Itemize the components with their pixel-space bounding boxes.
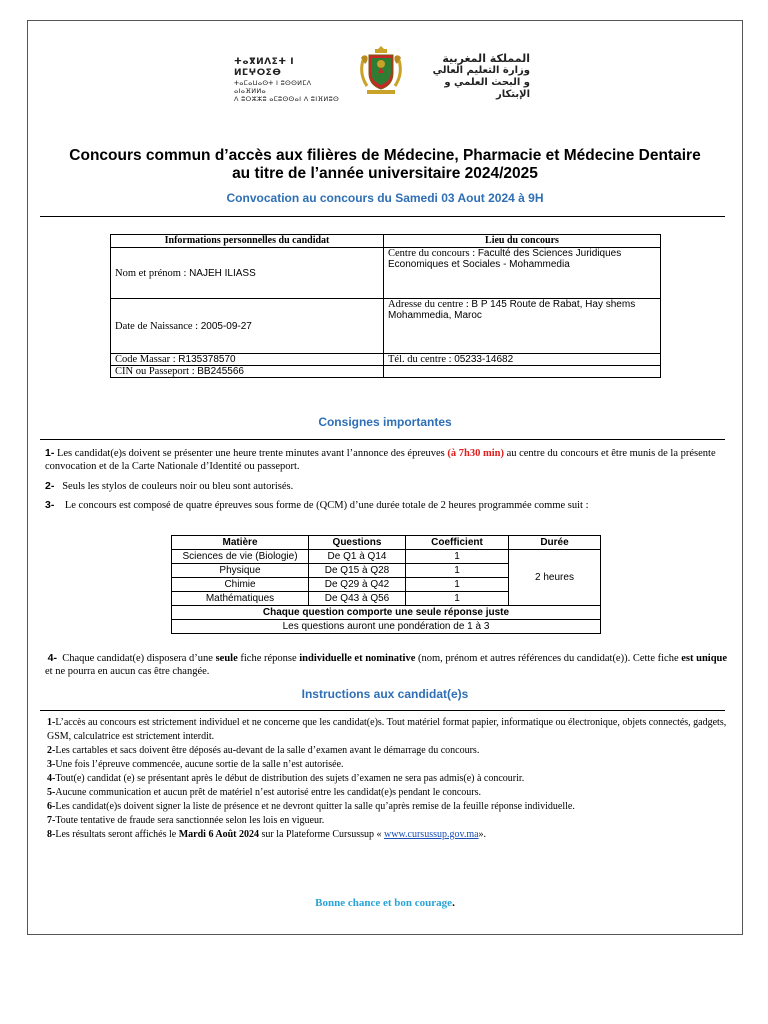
consigne-number: 1- [45,447,55,459]
tifinagh-line-1: ⵜⴰⴳⵍⴷⵉⵜ ⵏ ⵍⵎⵖⵔⵉⴱ [234,57,295,78]
instruction-number: 2- [47,745,56,756]
time-highlight: (à 7h30 min) [447,448,504,459]
cin-label: CIN ou Passeport : [115,366,198,377]
questions-cell: De Q1 à Q14 [309,550,406,564]
instruction-number: 7- [47,815,56,826]
list-item [47,772,732,786]
title-line-2: au titre de l’année universitaire 2024/2025 [232,165,538,182]
subject-cell: Sciences de vie (Biologie) [172,550,309,564]
arabic-header [418,52,530,101]
instruction-text: Les candidat(e)s doivent signer la liste de présence et ne devront quitter la salle qu’après remise de la feuille réponse individuelle. [55,801,575,812]
massar-cell [111,354,384,366]
instruction-text: Toute tentative de fraude sera sanctionnée selon les lois en vigueur. [55,815,325,826]
document-title [40,147,730,183]
center-label: Centre du concours : [388,248,478,259]
consigne-item-1 [45,447,730,473]
list-item [47,814,732,828]
coefficient-cell: 1 [406,564,509,578]
tifinagh-line-2: ⵜⴰⵎⴰⵡⴰⵙⵜ ⵏ ⵓⵙⵙⵍⵎⴷ ⴰⵏⴰⴼⵍⵍⴰ [234,79,312,95]
birth-value: 2005-09-27 [200,320,252,332]
center-cell [384,248,661,299]
consigne-text: Les candidat(e)s doivent se présenter une heure trente minutes avant l’annonce des épreuves [56,448,448,459]
arabic-line-2: وزارة التعليم العالي [432,65,530,76]
tel-label: Tél. du centre : [388,354,455,365]
consigne-text: (nom, prénom et autres références du candidat(e)). Cette fiche [415,653,682,664]
col-header-candidate: Informations personnelles du candidat [111,235,384,248]
massar-value: R135378570 [178,354,236,365]
list-item [47,716,732,744]
consigne-text: et ne pourra en aucun cas être changée. [45,666,210,677]
table-row [172,550,601,564]
address-value: B P 145 Route de Rabat, Hay shems Mohammedia, Maroc [388,299,636,321]
questions-cell: De Q29 à Q42 [309,578,406,592]
address-cell [384,299,661,354]
instruction-text: L’accès au concours est strictement individuel et ne concerne que les candidat(e)s. Tout matériel format papier, informatique ou électronique, objets connectés, gadgets, GSM, calculatrice est strictement interdit. [47,717,727,742]
massar-label: Code Massar : [115,354,179,365]
subject-cell: Chimie [172,578,309,592]
schedule-header: Durée [509,536,601,550]
divider [40,710,725,711]
instruction-number: 3- [47,759,56,770]
closing-message: Bonne chance et bon courage. [315,897,455,909]
instruction-number: 6- [47,801,56,812]
list-item [47,800,732,814]
convocation-subtitle: Convocation au concours du Samedi 03 Aout 2024 à 9H [226,191,544,205]
instruction-text: Les cartables et sacs doivent être déposés au-devant de la salle d’examen avant le démarrage du concours. [55,745,480,756]
instruction-number: 4- [47,773,56,784]
consigne-text: au centre du concours et être munis de la présente convocation et de la Carte Nationale d’Identité ou passeport. [45,448,716,472]
cin-cell [111,366,384,378]
instruction-number: 5- [47,787,56,798]
cin-value: BB245566 [197,366,244,377]
subject-cell: Mathématiques [172,592,309,606]
tifinagh-header [234,57,344,103]
consigne-text: Chaque candidat(e) disposera d’une [62,653,216,664]
center-value: Faculté des Sciences Juridiques Economiques et Sociales - Mohammedia [388,248,622,270]
arabic-line-1: المملكة المغربية [442,52,530,65]
consigne-item-3 [45,499,730,512]
instruction-text: Une fois l’épreuve commencée, aucune sortie de la salle n’est autorisée. [55,759,344,770]
instructions-list [47,716,732,842]
address-label: Adresse du centre : [388,299,472,310]
name-label: Nom et prénom : [115,267,190,279]
instruction-text: ». [478,829,487,840]
schedule-note-bold: Chaque question comporte une seule réponse juste [172,606,601,620]
consigne-text: fiche réponse [237,653,300,664]
cursussup-link[interactable]: www.cursussup.gov.ma [384,829,479,840]
list-item [47,828,732,842]
divider [40,439,725,440]
arabic-line-3: و البحث العلمي و الإبتكار [444,77,530,100]
consigne-text: Seuls les stylos de couleurs noir ou bleu sont autorisés. [62,481,294,492]
tel-value: 05233-14682 [454,354,514,365]
title-line-1: Concours commun d’accès aux filières de Médecine, Pharmacie et Médecine Dentaire [69,147,701,164]
moroccan-coat-of-arms-icon [355,42,407,98]
consigne-item-2 [45,480,730,493]
consigne-item-4 [45,652,730,678]
coefficient-cell: 1 [406,592,509,606]
name-value: NAJEH ILIASS [189,267,256,279]
list-item [47,758,732,772]
schedule-header: Coefficient [406,536,509,550]
schedule-note: Les questions auront une pondération de 1 à 3 [172,620,601,634]
divider [40,216,725,217]
coefficient-cell: 1 [406,578,509,592]
duration-cell: 2 heures [509,550,601,606]
candidate-info-table [110,234,661,378]
consigne-number: 4- [47,652,57,664]
subject-cell: Physique [172,564,309,578]
tifinagh-line-3: ⴷ ⵓⵔⵣⵣⵓ ⴰⵎⵓⵙⵙⴰⵏ ⴷ ⵓⵏⴼⵍⵓⵙ [234,95,340,103]
instruction-number: 1- [47,717,56,728]
instruction-text: Les résultats seront affichés le [55,829,179,840]
list-item [47,786,732,800]
questions-cell: De Q15 à Q28 [309,564,406,578]
list-item [47,744,732,758]
coefficient-cell: 1 [406,550,509,564]
consignes-title: Consignes importantes [318,415,452,429]
questions-cell: De Q43 à Q56 [309,592,406,606]
closing-text: Bonne chance et bon courage [315,897,453,909]
instructions-title: Instructions aux candidat(e)s [301,687,469,701]
birth-cell [111,299,384,354]
instruction-text: sur la Plateforme Cursussup « [259,829,385,840]
schedule-header: Questions [309,536,406,550]
exam-schedule-table [171,535,601,634]
results-date: Mardi 6 Août 2024 [178,829,260,840]
col-header-location: Lieu du concours [384,235,661,248]
instruction-text: Tout(e) candidat (e) se présentant après le début de distribution des sujets d’examen ne sera pas admis(e) à concourir. [55,773,525,784]
instruction-number: 8- [47,829,56,840]
consigne-bold: est unique [681,653,728,664]
birth-label: Date de Naissance : [115,320,201,332]
tel-cell [384,354,661,366]
schedule-header: Matière [172,536,309,550]
consigne-text: Le concours est composé de quatre épreuves sous forme de (QCM) d’une durée totale de 2 heures programmée comme suit : [64,500,589,511]
name-cell [111,248,384,299]
consigne-bold: individuelle et nominative [299,653,416,664]
consigne-bold: seule [215,653,238,664]
instruction-text: Aucune communication et aucun prêt de matériel n’est autorisé entre les candidat(e)s pendant le concours. [55,787,482,798]
consigne-number: 2- [45,480,55,492]
empty-cell [384,366,661,378]
consigne-number: 3- [45,499,55,511]
